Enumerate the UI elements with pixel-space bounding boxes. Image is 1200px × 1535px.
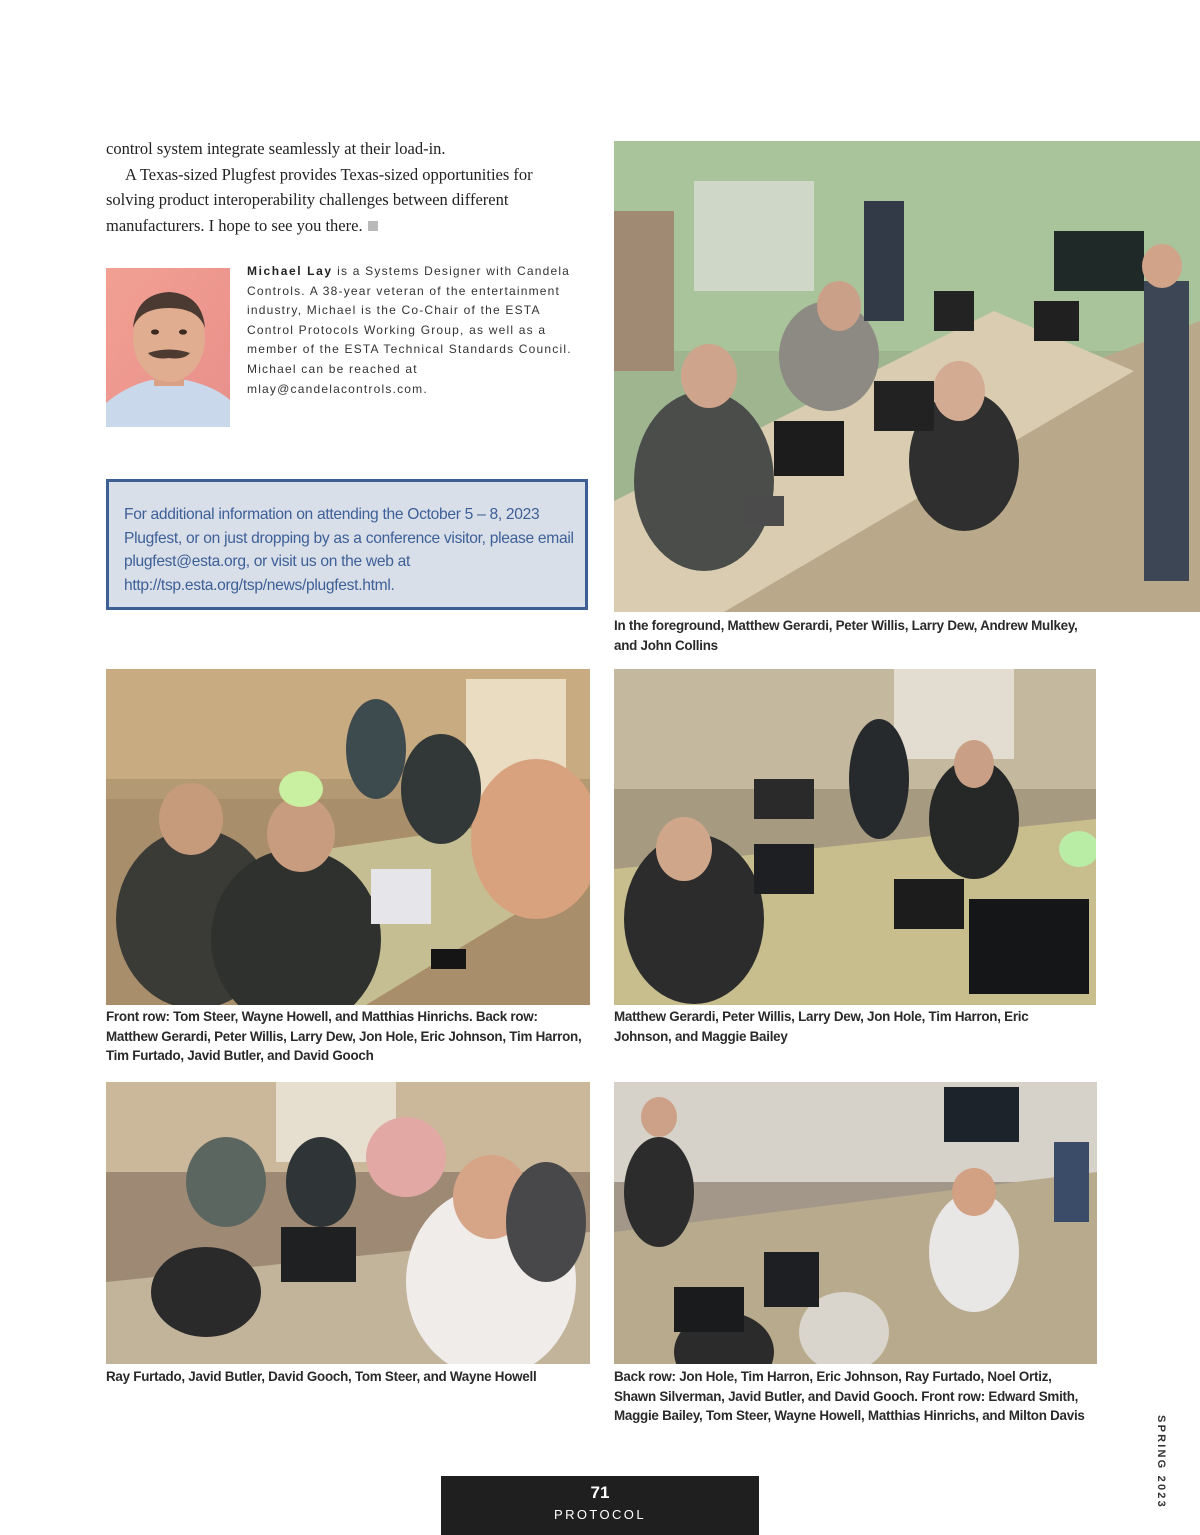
photo-plugfest-foreground	[614, 141, 1200, 612]
author-bio	[247, 262, 587, 399]
info-box-text: For additional information on attending the October 5 – 8, 2023 Plugfest, or on just dropping by as a conference visitor, please email plugfest@esta.org, or visit us on the web at http://tsp.esta.org/tsp/news/plugfest.html.	[124, 506, 574, 594]
author-headshot	[106, 268, 230, 427]
page-footer	[441, 1476, 759, 1535]
photo-plugfest-group	[614, 669, 1096, 1005]
publication-name: PROTOCOL	[554, 1507, 646, 1522]
article-body	[106, 136, 576, 238]
info-box	[106, 479, 588, 610]
photo-plugfest-room	[614, 1082, 1097, 1364]
photo-caption: Back row: Jon Hole, Tim Harron, Eric Johnson, Ray Furtado, Noel Ortiz, Shawn Silverman, Javid Butler, and David Gooch. Front row: Edward Smith, Maggie Bailey, Tom Steer, Wayne Howell, Matthias Hinrichs, and Milton Davis	[614, 1369, 1085, 1424]
photo-plugfest-front-row	[106, 669, 590, 1005]
article-paragraph: control system integrate seamlessly at their load-in.	[106, 139, 446, 158]
issue-label-text: SPRING 2023	[1155, 1415, 1167, 1509]
photo-caption: Ray Furtado, Javid Butler, David Gooch, Tom Steer, and Wayne Howell	[106, 1369, 537, 1384]
article-paragraph	[106, 162, 576, 239]
photo-caption: In the foreground, Matthew Gerardi, Peter Willis, Larry Dew, Andrew Mulkey, and John Collins	[614, 618, 1078, 653]
author-bio-text: is a Systems Designer with Candela Controls. A 38-year veteran of the entertainment industry, Michael is the Co-Chair of the ESTA Control Protocols Working Group, as well as a member of the ESTA Technical Standards Council. Michael can be reached at mlay@candelacontrols.com.	[247, 264, 572, 396]
page-number: 71	[590, 1483, 610, 1502]
author-name: Michael Lay	[247, 264, 333, 278]
article-paragraph-text: A Texas-sized Plugfest provides Texas-sized opportunities for solving product interoperability challenges between different manufacturers. I hope to see you there.	[106, 164, 533, 235]
end-mark-icon	[368, 221, 378, 231]
photo-plugfest-table	[106, 1082, 590, 1364]
photo-caption: Matthew Gerardi, Peter Willis, Larry Dew, Jon Hole, Tim Harron, Eric Johnson, and Maggie Bailey	[614, 1009, 1029, 1044]
photo-caption: Front row: Tom Steer, Wayne Howell, and Matthias Hinrichs. Back row: Matthew Gerardi, Peter Willis, Larry Dew, Jon Hole, Eric Johnson, Tim Harron, Tim Furtado, Javid Butler, and David Gooch	[106, 1009, 582, 1064]
issue-label	[1151, 1415, 1171, 1509]
